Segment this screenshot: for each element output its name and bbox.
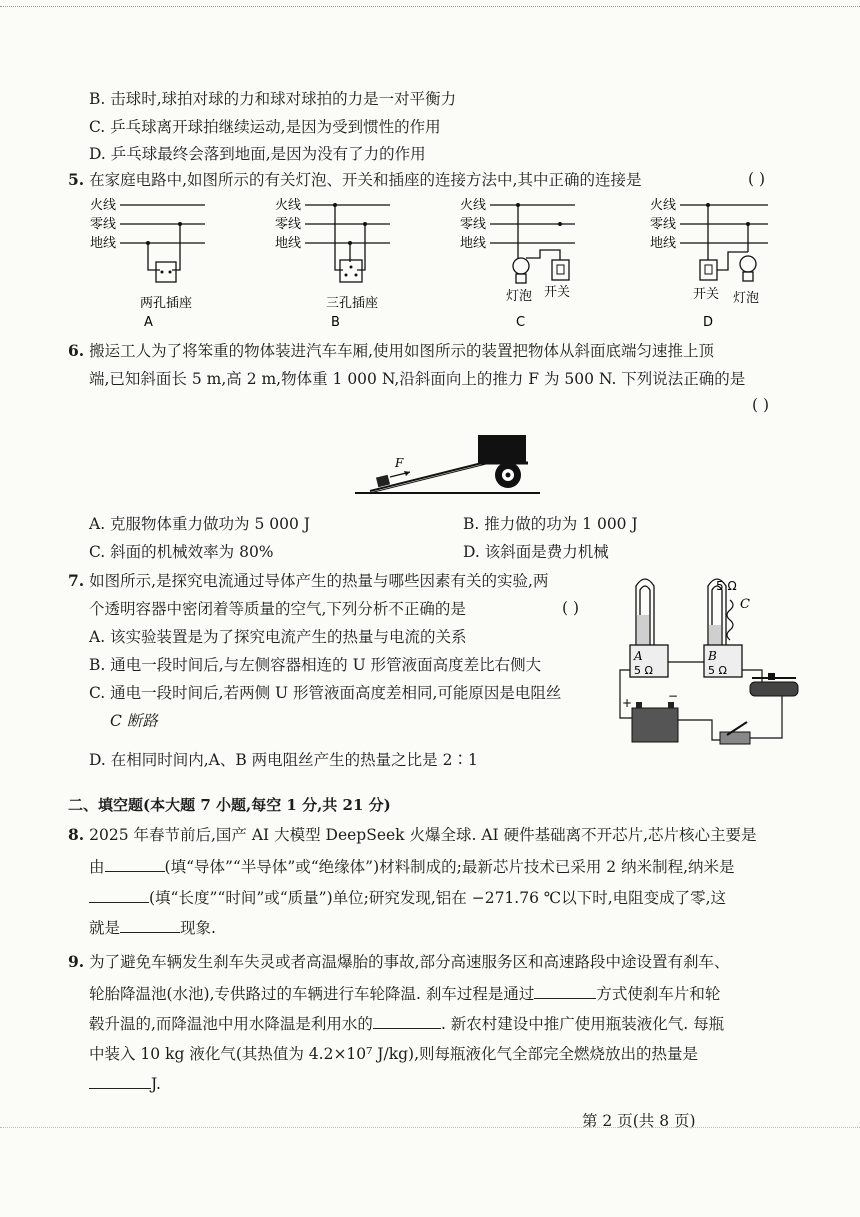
two-pin-socket-icon — [156, 262, 176, 282]
q5-number: 5. — [68, 170, 85, 189]
svg-text:零线: 零线 — [460, 217, 487, 232]
q5-figures — [0, 190, 860, 335]
rheostat-icon — [750, 682, 798, 696]
q6-stem-line1: 6. 搬运工人为了将笨重的物体装进汽车车厢,使用如图所示的装置把物体从斜面底端匀速推上顶 — [68, 341, 715, 360]
q7-stem-line1: 7. 如图所示,是探究电流通过导体产生的热量与哪些因素有关的实验,两 — [68, 571, 549, 590]
q9-line3: 毂升温的,而降温池中用水降温是利用水的 . 新农村建设中推广使用瓶装液化气. 每瓶 — [89, 1015, 725, 1033]
truck-body-icon — [478, 435, 526, 463]
svg-text:地线: 地线 — [460, 236, 487, 251]
q8-blank-2[interactable] — [89, 888, 149, 903]
q7-stem-line2: 个透明容器中密闭着等质量的空气,下列分析不正确的是 — [89, 600, 466, 618]
q4-option-d: D. 乒乓球最终会落到地面,是因为没有了力的作用 — [89, 145, 426, 163]
figure-c-letter: C — [516, 315, 526, 330]
q9-line2: 轮胎降温池(水池),专供路过的车辆进行车轮降温. 刹车过程是通过 方式使刹车片和轮 — [89, 985, 721, 1003]
q8-blank-1[interactable] — [105, 857, 165, 872]
figure-a-caption: 两孔插座 — [140, 296, 193, 311]
q8-number: 8. — [68, 825, 85, 844]
q5-text: 在家庭电路中,如图所示的有关灯泡、开关和插座的连接方法中,其中正确的连接是 — [89, 171, 642, 189]
bulb-icon — [740, 256, 756, 272]
bottom-edge — [0, 1127, 860, 1129]
u-tube-left — [636, 579, 654, 645]
resistor-c-label: C — [740, 597, 750, 612]
q7-option-c-line1: C. 通电一段时间后,若两侧 U 形管液面高度差相同,可能原因是电阻丝 — [89, 684, 562, 702]
bulb-icon — [513, 258, 529, 274]
wire-label-live: 火线 — [90, 198, 117, 213]
q9-line1: 9. 为了避免车辆发生刹车失灵或者高温爆胎的事故,部分高速服务区和高速路段中途设置有刹车、 — [68, 952, 730, 971]
q6-number: 6. — [68, 341, 85, 360]
q7-option-a: A. 该实验装置是为了探究电流产生的热量与电流的关系 — [89, 628, 467, 646]
three-pin-socket-icon — [340, 260, 362, 282]
q7-number: 7. — [68, 571, 85, 590]
q7-answer-bracket: ( ) — [562, 599, 580, 617]
resistor-c-value: 5 Ω — [716, 579, 737, 593]
q4-option-c: C. 乒乓球离开球拍继续运动,是因为受到惯性的作用 — [89, 118, 441, 136]
wire-label-ground: 地线 — [90, 236, 117, 251]
q8-line2: 由 (填“导体”“半导体”或“绝缘体”)材料制成的;最新芯片技术已采用 2 纳米制程,纳米是 — [89, 858, 735, 876]
q6-option-d: D. 该斜面是费力机械 — [463, 543, 609, 561]
q9-blank-1[interactable] — [534, 984, 596, 999]
q5-figure-d — [650, 197, 768, 330]
q6-option-a: A. 克服物体重力做功为 5 000 J — [89, 515, 310, 533]
resistor-b-label: B — [708, 649, 717, 663]
resistor-b-value: 5 Ω — [708, 664, 727, 677]
page-footer: 第 2 页(共 8 页) — [582, 1112, 696, 1130]
resistor-a-value: 5 Ω — [634, 664, 653, 677]
box-icon — [376, 475, 390, 488]
q7-figure-joule-heating — [612, 570, 812, 755]
resistor-c-coil — [727, 600, 733, 640]
resistor-a-label: A — [634, 649, 643, 663]
battery-icon — [632, 708, 678, 742]
q6-stem-line2: 端,已知斜面长 5 m,高 2 m,物体重 1 000 N,沿斜面向上的推力 F 为 500 N. 下列说法正确的是 — [89, 370, 746, 388]
svg-text:零线: 零线 — [275, 217, 302, 232]
battery-plus-label: + — [622, 696, 633, 710]
q6-figure-incline-truck — [350, 425, 550, 500]
force-label: F — [395, 456, 404, 470]
q4-option-b: B. 击球时,球拍对球的力和球对球拍的力是一对平衡力 — [89, 90, 457, 108]
switch-icon — [552, 260, 569, 280]
figure-c-switch-label: 开关 — [544, 285, 571, 300]
q5-figure-b — [275, 197, 390, 330]
q9-blank-2[interactable] — [373, 1014, 441, 1029]
figure-b-letter: B — [331, 315, 340, 330]
q8-line4: 就是 现象. — [89, 919, 216, 937]
q6-option-b: B. 推力做的功为 1 000 J — [463, 515, 638, 533]
battery-minus-label: − — [668, 689, 679, 703]
q9-line5: J. — [89, 1074, 161, 1094]
q5-answer-bracket: ( ) — [748, 170, 766, 188]
switch-icon — [720, 732, 750, 744]
svg-text:地线: 地线 — [650, 236, 677, 251]
q5-stem — [68, 170, 641, 190]
svg-text:火线: 火线 — [650, 198, 677, 213]
q8-line1: 8. 2025 年春节前后,国产 AI 大模型 DeepSeek 火爆全球. AI 硬件基础离不开芯片,芯片核心主要是 — [68, 825, 757, 844]
section-fill-in-heading: 二、填空题(本大题 7 小题,每空 1 分,共 21 分) — [68, 796, 391, 814]
svg-text:火线: 火线 — [275, 198, 302, 213]
q8-blank-3[interactable] — [120, 918, 180, 933]
figure-c-bulb-label: 灯泡 — [506, 289, 533, 304]
q6-answer-bracket: ( ) — [752, 396, 770, 414]
q9-blank-3[interactable] — [89, 1074, 151, 1089]
q5-figure-a — [90, 197, 205, 330]
wire-label-neutral: 零线 — [90, 217, 117, 232]
figure-b-caption: 三孔插座 — [326, 296, 379, 311]
figure-d-letter: D — [703, 315, 714, 330]
q7-option-b: B. 通电一段时间后,与左侧容器相连的 U 形管液面高度差比右侧大 — [89, 656, 542, 674]
top-edge — [0, 0, 860, 7]
q5-figure-c — [460, 197, 575, 330]
svg-text:零线: 零线 — [650, 217, 677, 232]
q8-line3: (填“长度”“时间”或“质量”)单位;研究发现,铝在 −271.76 ℃以下时,电阻变成了零,这 — [89, 888, 726, 908]
switch-icon — [700, 260, 717, 280]
q9-number: 9. — [68, 952, 85, 971]
svg-text:火线: 火线 — [460, 198, 487, 213]
figure-d-bulb-label: 灯泡 — [733, 291, 760, 306]
figure-d-switch-label: 开关 — [693, 287, 720, 302]
svg-text:地线: 地线 — [275, 236, 302, 251]
figure-a-letter: A — [144, 315, 153, 330]
q6-option-c: C. 斜面的机械效率为 80% — [89, 543, 274, 561]
q7-option-d: D. 在相同时间内,A、B 两电阻丝产生的热量之比是 2∶1 — [89, 751, 478, 769]
q9-line4: 中装入 10 kg 液化气(其热值为 4.2×10⁷ J/kg),则每瓶液化气全部完全燃烧放出的热量是 — [89, 1045, 699, 1063]
q7-option-c-line2: C 断路 — [110, 712, 158, 730]
